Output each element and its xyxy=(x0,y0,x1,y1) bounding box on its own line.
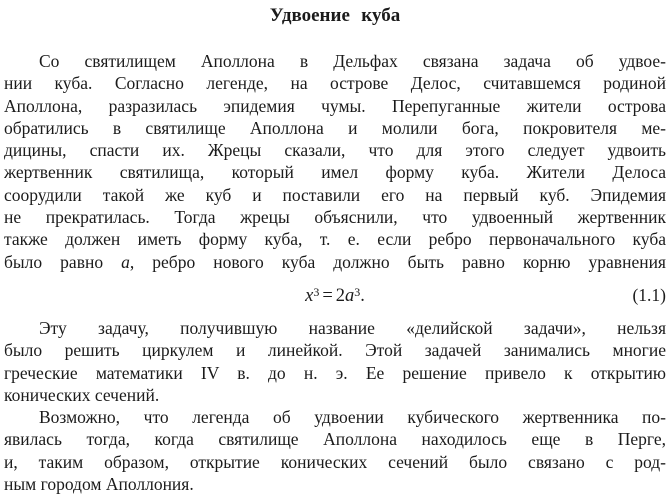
text-line xyxy=(4,117,666,139)
text-line xyxy=(4,362,666,384)
equation-row xyxy=(4,281,666,310)
text-segment: Возможно, что легенда об удвоении кубического жертвенника по- xyxy=(39,407,666,428)
text-line xyxy=(4,251,666,273)
text-segment: и, таким образом, открытие конических сечений было связано с род- xyxy=(4,451,666,472)
text-segment: было решить циркулем и линейкой. Этой задачей занимались многие xyxy=(4,340,666,361)
text-segment: 2 xyxy=(335,285,345,306)
text-segment: явилась тогда, когда святилище Аполлона находилось еще в Перге, xyxy=(4,429,666,450)
text-line xyxy=(4,451,666,473)
text-line xyxy=(4,184,666,206)
superscript: 3 xyxy=(354,284,361,299)
math-variable: a xyxy=(344,285,355,306)
math-variable: a xyxy=(121,251,130,272)
text-segment: конических сечений. xyxy=(4,384,160,405)
text-segment: Эту задачу, получившую название «делийской задачи», нельзя xyxy=(39,317,666,338)
paragraph xyxy=(4,50,666,273)
text-line xyxy=(4,206,666,228)
text-segment: дицины, спасти их. Жрецы сказали, что для этого следует удвоить xyxy=(4,140,666,161)
paragraph xyxy=(4,406,666,495)
text-line xyxy=(4,228,666,250)
page-title: Удвоение куба xyxy=(269,5,401,26)
superscript: 3 xyxy=(313,284,320,299)
text-segment: ным городом Аполлония. xyxy=(4,474,194,495)
text-line xyxy=(4,428,666,450)
document-content xyxy=(4,50,666,495)
text-segment: , ребро нового куба должно быть равно корню уравнения xyxy=(129,251,666,272)
text-line xyxy=(4,406,666,428)
text-line xyxy=(4,384,666,406)
text-segment: греческие математики IV в. до н. э. Ее решение привело к открытию xyxy=(4,362,666,383)
text-line xyxy=(4,50,666,72)
text-line xyxy=(4,95,666,117)
text-line xyxy=(4,317,666,339)
paragraph xyxy=(4,317,666,406)
text-line xyxy=(4,339,666,361)
text-line xyxy=(4,72,666,94)
text-segment: было равно xyxy=(4,251,122,272)
equation-formula xyxy=(305,282,365,310)
text-line xyxy=(4,473,666,495)
equation-number: (1.1) xyxy=(632,284,666,305)
text-segment: жертвенник святилища, который имел форму куба. Жители Делоса xyxy=(4,162,666,183)
text-segment: Аполлона, разразилась эпидемия чумы. Перепуганные жители острова xyxy=(4,95,666,116)
text-segment: нии куба. Согласно легенде, на острове Делос, считавшемся родиной xyxy=(4,73,666,94)
text-line xyxy=(4,139,666,161)
text-segment: Со святилищем Аполлона в Дельфах связана задача об удвое- xyxy=(39,51,666,71)
text-segment: = xyxy=(322,285,333,306)
text-segment: обратились в святилище Аполлона и молили бога, покровителя ме- xyxy=(4,117,666,138)
math-variable: x xyxy=(305,285,314,306)
text-segment: также должен иметь форму куба, т. е. если ребро первоначального куба xyxy=(4,229,666,250)
text-segment: не прекратилась. Тогда жрецы объяснили, что удвоенный жертвенник xyxy=(4,207,666,228)
text-segment: . xyxy=(360,285,365,306)
text-line xyxy=(4,161,666,183)
text-segment: соорудили такой же куб и поставили его на первый куб. Эпидемия xyxy=(4,184,666,205)
